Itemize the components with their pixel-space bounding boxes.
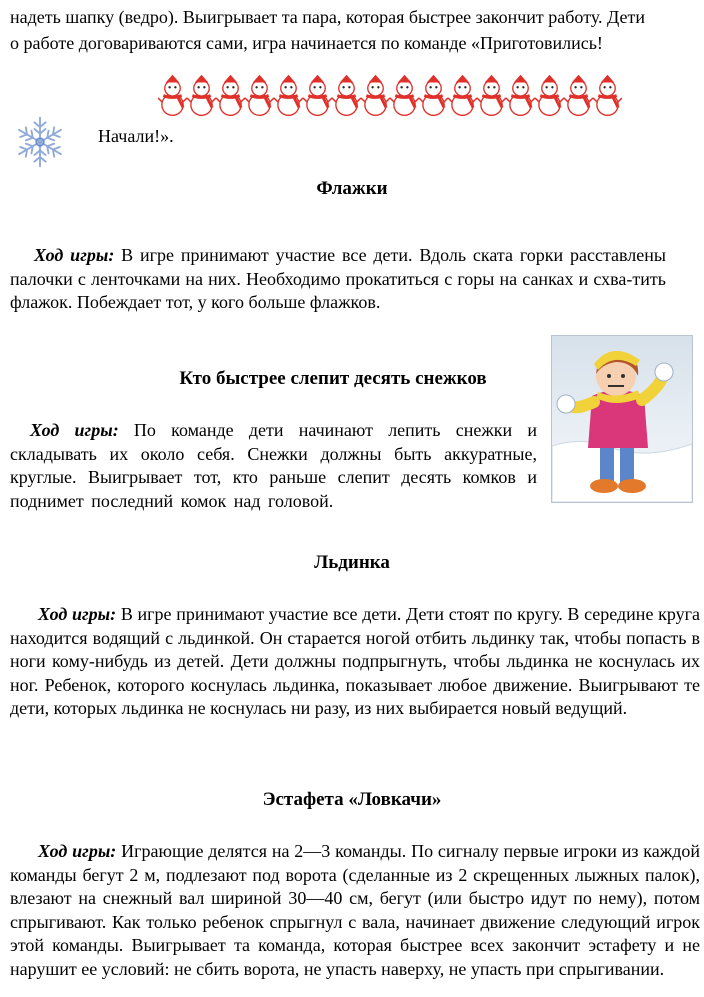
section-title-flags: Флажки [316,178,388,199]
body-text: Играющие делятся на 2—3 команды. По сигналу первые игроки из каждой команды бегут 2 м, подлезают под ворота (сделанные из 2 скрещенных лыжных палок), влезают на снежный вал шириной 30—40 см, бегут (или быстро идут по нему), потом спрыгивают. Как только ребенок спрыгнул с вала, начинает движение следующий игрок этой команды. Выигрывает та команда, которая быстрее всех закончит эстафету и не нарушит ее условий: не сбить ворота, не упасть наверху, не упасть при спрыгивании. [10,841,700,979]
snowman-icon [506,72,535,120]
snowman-icon [564,72,593,120]
snowman-icon [477,72,506,120]
section-body-snowballs [10,419,537,513]
section-title-snowballs: Кто быстрее слепит десять снежков [179,368,487,389]
snowman-icon [332,72,361,120]
snowman-icon [535,72,564,120]
snowman-icon [158,72,187,120]
intro-line-1: надеть шапку (ведро). Выигрывает та пара, которая быстрее закончит работу. Дети [10,7,646,27]
lead-label: Ход игры: [34,245,115,265]
lead-label: Ход игры: [38,841,117,861]
lead-label: Ход игры: [30,420,119,440]
intro-line-3: Начали!». [98,126,174,146]
section-title-relay: Эстафета «Ловкачи» [262,789,442,810]
snowman-icon [245,72,274,120]
section-body-ice [10,603,700,721]
lead-label: Ход игры: [38,604,117,624]
section-body-relay [10,840,700,981]
snowflake-icon [12,112,68,172]
snowman-icon [593,72,622,120]
snowman-icon [390,72,419,120]
snowman-icon [419,72,448,120]
snowman-icon [274,72,303,120]
body-text: По команде дети начинают лепить снежки и складывать их около себя. Снежки должны быть аккуратные, круглые. Выигрывает тот, кто раньше слепит десять комков и поднимет последний комок над головой. [10,420,537,511]
intro-line-2: о работе договариваются сами, игра начинается по команде «Приготовились! [10,33,603,53]
child-snowball-illustration [551,335,693,503]
snowman-icon [448,72,477,120]
body-text: В игре принимают участие все дети. Вдоль ската горки расставлены палочки с ленточками на них. Необходимо прокатиться с горы на санках и схва-тить флажок. Побеждает тот, у кого больше флажков. [10,245,666,312]
snowman-border [158,72,628,120]
snowman-icon [187,72,216,120]
snowman-icon [361,72,390,120]
section-title-ice: Льдинка [314,552,390,573]
section-body-flags [10,244,666,315]
snowman-icon [303,72,332,120]
body-text: В игре принимают участие все дети. Дети стоят по кругу. В середине круга находится водящий с льдинкой. Он старается ногой отбить льдинку так, чтобы попасть в ноги кому-нибудь из детей. Дети должны подпрыгнуть, чтобы льдинка не коснулась их ног. Ребенок, которого коснулась льдинка, показывает любое движение. Выигрывают те дети, которых льдинка не коснулась ни разу, из них выбирается новый ведущий. [10,604,700,718]
snowman-icon [216,72,245,120]
